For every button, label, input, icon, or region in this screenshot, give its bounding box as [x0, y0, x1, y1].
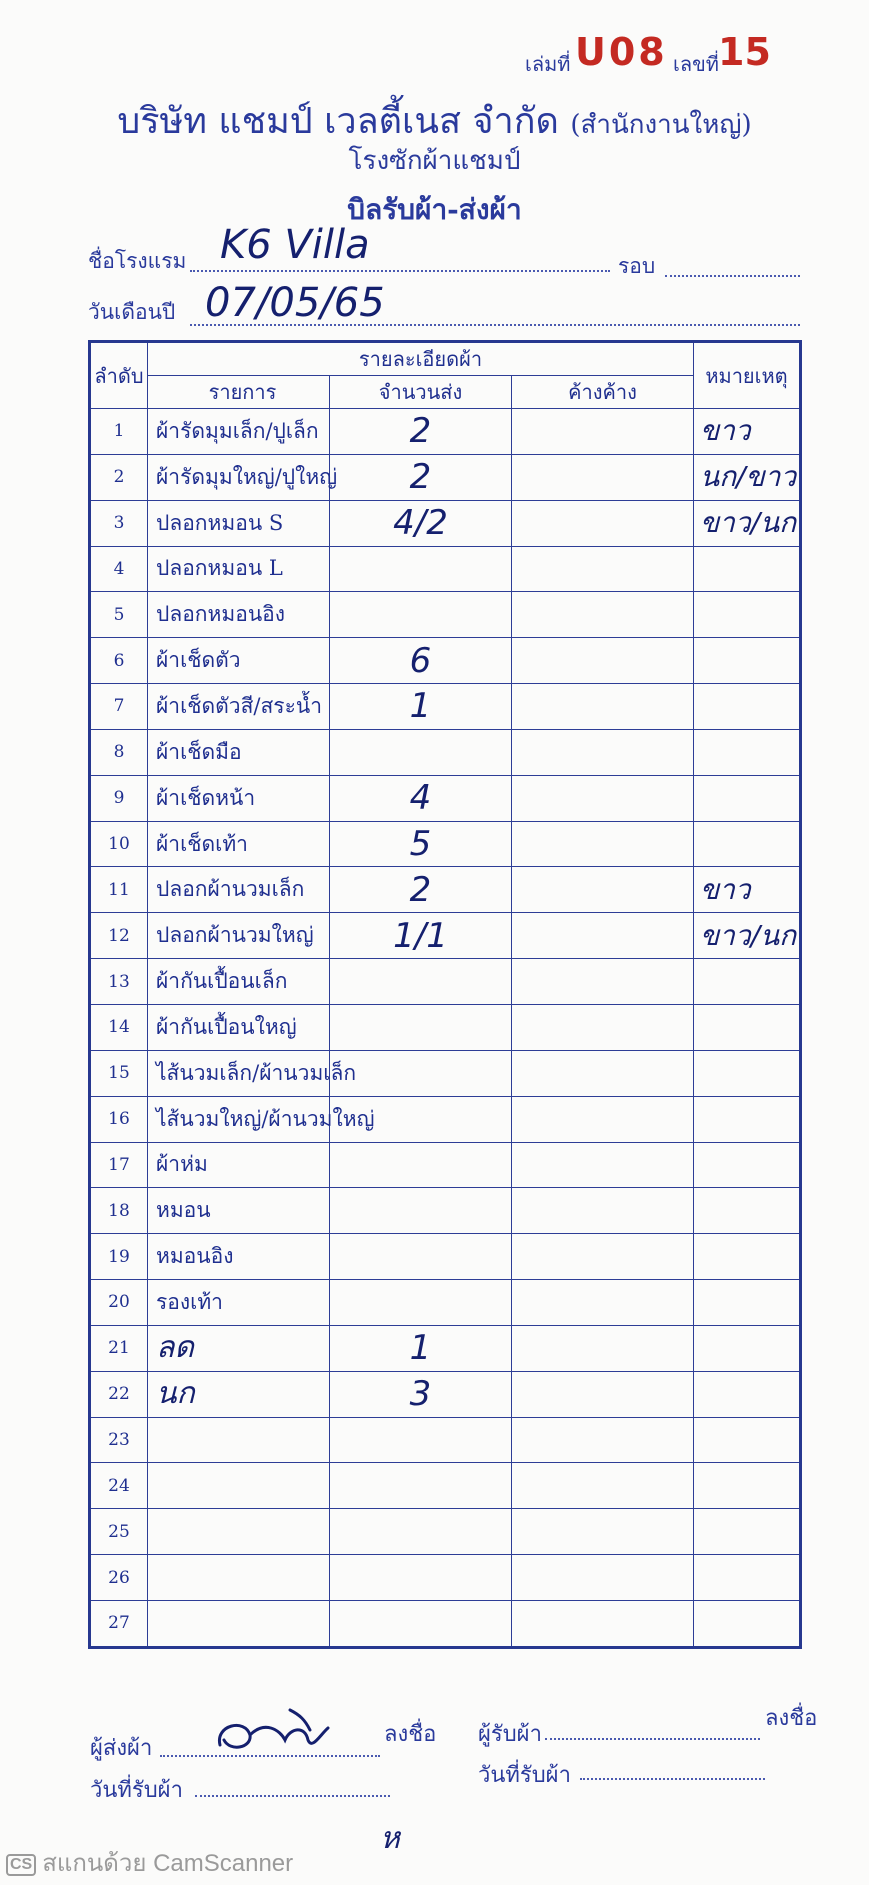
col-qty-header: จำนวนส่ง — [330, 376, 512, 409]
note-cell-text — [694, 1010, 700, 1043]
receive-date-line — [580, 1778, 765, 1780]
qty-cell — [330, 592, 512, 638]
balance-cell — [512, 1234, 694, 1280]
note-cell — [694, 1325, 801, 1371]
note-cell — [694, 1234, 801, 1280]
balance-cell — [512, 409, 694, 455]
receiver-label: ผู้รับผ้า — [478, 1722, 542, 1747]
note-cell-text — [694, 1056, 700, 1089]
table-row — [90, 546, 801, 592]
note-cell-text — [694, 1285, 700, 1318]
row-number-cell: 15 — [90, 1050, 148, 1096]
note-cell-text — [694, 1515, 700, 1548]
row-number-cell: 4 — [90, 546, 148, 592]
note-cell-text — [694, 689, 700, 722]
note-cell — [694, 1555, 801, 1601]
hotel-value: K6 Villa — [220, 222, 370, 268]
balance-cell — [512, 1417, 694, 1463]
note-cell-text — [694, 1331, 700, 1364]
balance-cell — [512, 867, 694, 913]
serial-label: เลขที่ — [673, 52, 719, 76]
table-row — [90, 959, 801, 1005]
row-number-cell: 26 — [90, 1555, 148, 1601]
table-row — [90, 1280, 801, 1326]
table-row — [90, 409, 801, 455]
item-name-cell — [148, 1463, 330, 1509]
qty-cell-text: 2 — [409, 869, 432, 910]
item-name-cell: ผ้าเช็ดหน้า — [148, 775, 330, 821]
table-row — [90, 1004, 801, 1050]
qty-cell-text: 6 — [409, 640, 432, 681]
note-cell — [694, 1142, 801, 1188]
note-cell — [694, 638, 801, 684]
note-cell — [694, 1463, 801, 1509]
item-name-cell: ผ้าเช็ดตัว — [148, 638, 330, 684]
qty-cell-text: 2 — [409, 411, 432, 452]
qty-cell — [330, 1325, 512, 1371]
row-number-cell: 9 — [90, 775, 148, 821]
item-name-cell: ผ้ากันเปื้อนใหญ่ — [148, 1004, 330, 1050]
note-cell — [694, 729, 801, 775]
note-cell — [694, 546, 801, 592]
note-cell-text — [694, 552, 700, 585]
note-cell — [694, 1188, 801, 1234]
sender-sign-label: ลงชื่อ — [384, 1722, 437, 1747]
note-cell — [694, 1371, 801, 1417]
camscanner-watermark — [6, 1843, 293, 1882]
balance-cell — [512, 1371, 694, 1417]
qty-cell — [330, 1555, 512, 1601]
receiver-line — [545, 1738, 760, 1740]
item-name-cell — [148, 1325, 330, 1371]
qty-cell — [330, 1509, 512, 1555]
table-row — [90, 867, 801, 913]
balance-cell — [512, 729, 694, 775]
qty-cell — [330, 1050, 512, 1096]
note-cell-text — [694, 1102, 700, 1135]
factory-name: โรงซักผ้าแชมป์ — [348, 146, 521, 176]
receive-date-label: วันที่รับผ้า — [478, 1763, 571, 1788]
table-row — [90, 1463, 801, 1509]
balance-cell — [512, 1142, 694, 1188]
row-number-cell: 10 — [90, 821, 148, 867]
row-number-cell: 27 — [90, 1600, 148, 1647]
note-cell-text — [694, 827, 700, 860]
round-label: รอบ — [618, 254, 656, 278]
qty-cell — [330, 867, 512, 913]
qty-cell-text: 1 — [409, 686, 432, 727]
qty-cell-text: 2 — [409, 457, 432, 498]
note-cell-text — [694, 1377, 700, 1410]
note-cell-text — [694, 781, 700, 814]
note-cell-text — [694, 1561, 700, 1594]
row-number-cell: 13 — [90, 959, 148, 1005]
item-name-cell: ไส้นวมเล็ก/ผ้านวมเล็ก — [148, 1050, 330, 1096]
table-row — [90, 592, 801, 638]
qty-cell — [330, 775, 512, 821]
row-number-cell: 1 — [90, 409, 148, 455]
balance-cell — [512, 821, 694, 867]
send-date-label: วันที่รับผ้า — [90, 1778, 183, 1803]
row-number-cell: 18 — [90, 1188, 148, 1234]
col-no-header: ลำดับ — [90, 342, 148, 409]
note-cell-text — [694, 598, 700, 631]
row-number-cell: 12 — [90, 913, 148, 959]
table-row — [90, 500, 801, 546]
table-row — [90, 821, 801, 867]
table-row — [90, 1234, 801, 1280]
row-number-cell: 7 — [90, 684, 148, 730]
balance-cell — [512, 959, 694, 1005]
row-number-cell: 22 — [90, 1371, 148, 1417]
balance-cell — [512, 500, 694, 546]
balance-cell — [512, 1509, 694, 1555]
note-cell-text — [694, 1469, 700, 1502]
qty-cell — [330, 638, 512, 684]
qty-cell — [330, 1142, 512, 1188]
note-cell — [694, 1280, 801, 1326]
balance-cell — [512, 546, 694, 592]
company-title: บริษัท แชมป์ เวลตี้เนส จำกัด — [117, 101, 559, 142]
qty-cell — [330, 546, 512, 592]
row-number-cell: 11 — [90, 867, 148, 913]
row-number-cell: 16 — [90, 1096, 148, 1142]
item-name-cell — [148, 1600, 330, 1647]
note-cell-text: ขาว/นก — [700, 506, 797, 540]
item-name-cell: ปลอกผ้านวมใหญ่ — [148, 913, 330, 959]
row-number-cell: 20 — [90, 1280, 148, 1326]
send-date-line — [195, 1795, 390, 1797]
note-cell — [694, 1600, 801, 1647]
item-name-cell — [148, 1509, 330, 1555]
note-cell — [694, 959, 801, 1005]
qty-cell — [330, 500, 512, 546]
row-number-cell: 5 — [90, 592, 148, 638]
table-row — [90, 913, 801, 959]
row-number-cell: 24 — [90, 1463, 148, 1509]
balance-cell — [512, 592, 694, 638]
qty-cell-text: 1 — [409, 1328, 432, 1369]
date-label: วันเดือนปี — [88, 300, 176, 324]
bill-title: บิลรับผ้า-ส่งผ้า — [347, 193, 522, 226]
row-number-cell: 3 — [90, 500, 148, 546]
note-cell — [694, 409, 801, 455]
balance-cell — [512, 1555, 694, 1601]
note-cell — [694, 500, 801, 546]
item-name-cell: ผ้าเช็ดมือ — [148, 729, 330, 775]
note-cell-text — [694, 1194, 700, 1227]
note-cell — [694, 821, 801, 867]
item-name-cell: ปลอกผ้านวมเล็ก — [148, 867, 330, 913]
qty-cell — [330, 454, 512, 500]
item-name-cell: ไส้นวมใหญ่/ผ้านวมใหญ่ — [148, 1096, 330, 1142]
note-cell-text — [694, 1240, 700, 1273]
qty-cell — [330, 1371, 512, 1417]
note-cell — [694, 454, 801, 500]
balance-cell — [512, 1463, 694, 1509]
company-hq: (สำนักงานใหญ่) — [570, 110, 752, 140]
hotel-line — [190, 270, 610, 272]
date-value: 07/05/65 — [205, 280, 385, 326]
item-name-cell — [148, 1417, 330, 1463]
qty-cell-text: 4/2 — [393, 503, 448, 544]
qty-cell — [330, 1280, 512, 1326]
qty-cell — [330, 959, 512, 1005]
row-number-cell: 25 — [90, 1509, 148, 1555]
item-name-cell: ผ้ากันเปื้อนเล็ก — [148, 959, 330, 1005]
note-cell — [694, 1509, 801, 1555]
qty-cell-text: 3 — [409, 1374, 432, 1415]
item-name-cell: ผ้าห่ม — [148, 1142, 330, 1188]
round-line — [665, 275, 800, 277]
sender-label: ผู้ส่งผ้า — [90, 1736, 153, 1761]
items-table — [88, 340, 802, 1649]
item-name-cell: ผ้ารัดมุมเล็ก/ปูเล็ก — [148, 409, 330, 455]
table-row — [90, 1555, 801, 1601]
table-row — [90, 1417, 801, 1463]
balance-cell — [512, 1050, 694, 1096]
table-row — [90, 1325, 801, 1371]
handwritten-item-text: นก — [156, 1376, 195, 1412]
sender-signature — [210, 1700, 350, 1760]
table-row — [90, 684, 801, 730]
row-number-cell: 8 — [90, 729, 148, 775]
qty-cell — [330, 1004, 512, 1050]
qty-cell-text: 4 — [409, 778, 432, 819]
note-cell-text: นก/ขาว — [700, 460, 797, 494]
col-item-header: รายการ — [148, 376, 330, 409]
table-row — [90, 775, 801, 821]
qty-cell-text: 1/1 — [393, 915, 448, 956]
note-cell — [694, 592, 801, 638]
balance-cell — [512, 1325, 694, 1371]
camscanner-icon: CS — [6, 1854, 36, 1876]
table-row — [90, 729, 801, 775]
balance-cell — [512, 913, 694, 959]
balance-cell — [512, 1004, 694, 1050]
bottom-mark: ห — [380, 1821, 400, 1856]
row-number-cell: 14 — [90, 1004, 148, 1050]
camscanner-text: สแกนด้วย CamScanner — [42, 1850, 294, 1877]
qty-cell — [330, 1234, 512, 1280]
note-cell-text — [694, 965, 700, 998]
book-number: U08 — [575, 30, 668, 74]
balance-cell — [512, 1600, 694, 1647]
table-row — [90, 1509, 801, 1555]
balance-cell — [512, 1280, 694, 1326]
note-cell — [694, 867, 801, 913]
items-body — [90, 409, 801, 1648]
item-name-cell: หมอนอิง — [148, 1234, 330, 1280]
note-cell — [694, 775, 801, 821]
note-cell-text: ขาว — [700, 872, 751, 906]
table-row — [90, 1600, 801, 1647]
qty-cell — [330, 1600, 512, 1647]
note-cell-text — [694, 644, 700, 677]
qty-cell — [330, 729, 512, 775]
group-header: รายละเอียดผ้า — [148, 342, 694, 376]
item-name-cell: หมอน — [148, 1188, 330, 1234]
note-cell — [694, 913, 801, 959]
hotel-label: ชื่อโรงแรม — [88, 249, 187, 273]
qty-cell — [330, 1417, 512, 1463]
balance-cell — [512, 775, 694, 821]
note-cell-text: ขาว/นก — [700, 918, 797, 952]
qty-cell — [330, 1463, 512, 1509]
qty-cell — [330, 913, 512, 959]
item-name-cell: ผ้าเช็ดเท้า — [148, 821, 330, 867]
balance-cell — [512, 1096, 694, 1142]
note-cell — [694, 1417, 801, 1463]
table-row — [90, 1142, 801, 1188]
receiver-sign-label: ลงชื่อ — [765, 1706, 818, 1731]
table-row — [90, 1371, 801, 1417]
row-number-cell: 17 — [90, 1142, 148, 1188]
note-cell-text — [694, 1606, 700, 1639]
note-cell — [694, 684, 801, 730]
row-number-cell: 21 — [90, 1325, 148, 1371]
qty-cell — [330, 1188, 512, 1234]
item-name-cell: ปลอกหมอน S — [148, 500, 330, 546]
table-row — [90, 1096, 801, 1142]
qty-cell — [330, 684, 512, 730]
serial-number: 15 — [718, 30, 771, 74]
row-number-cell: 2 — [90, 454, 148, 500]
col-balance-header: ค้างค้าง — [512, 376, 694, 409]
qty-cell-text: 5 — [409, 824, 432, 865]
balance-cell — [512, 454, 694, 500]
table-row — [90, 1050, 801, 1096]
note-cell-text: ขาว — [700, 414, 751, 448]
item-name-cell: ผ้าเช็ดตัวสี/สระน้ำ — [148, 684, 330, 730]
note-cell — [694, 1050, 801, 1096]
handwritten-item-text: ลด — [156, 1330, 194, 1366]
note-cell-text — [694, 1423, 700, 1456]
row-number-cell: 23 — [90, 1417, 148, 1463]
item-name-cell: ปลอกหมอน L — [148, 546, 330, 592]
note-cell-text — [694, 1148, 700, 1181]
note-cell-text — [694, 735, 700, 768]
note-cell — [694, 1004, 801, 1050]
row-number-cell: 6 — [90, 638, 148, 684]
col-note-header: หมายเหตุ — [694, 342, 801, 409]
row-number-cell: 19 — [90, 1234, 148, 1280]
balance-cell — [512, 638, 694, 684]
book-label: เล่มที่ — [525, 52, 571, 76]
item-name-cell: ผ้ารัดมุมใหญ่/ปูใหญ่ — [148, 454, 330, 500]
item-name-cell: รองเท้า — [148, 1280, 330, 1326]
item-name-cell — [148, 1371, 330, 1417]
balance-cell — [512, 1188, 694, 1234]
note-cell — [694, 1096, 801, 1142]
item-name-cell: ปลอกหมอนอิง — [148, 592, 330, 638]
table-row — [90, 454, 801, 500]
qty-cell — [330, 821, 512, 867]
table-row — [90, 1188, 801, 1234]
item-name-cell — [148, 1555, 330, 1601]
balance-cell — [512, 684, 694, 730]
table-row — [90, 638, 801, 684]
qty-cell — [330, 409, 512, 455]
